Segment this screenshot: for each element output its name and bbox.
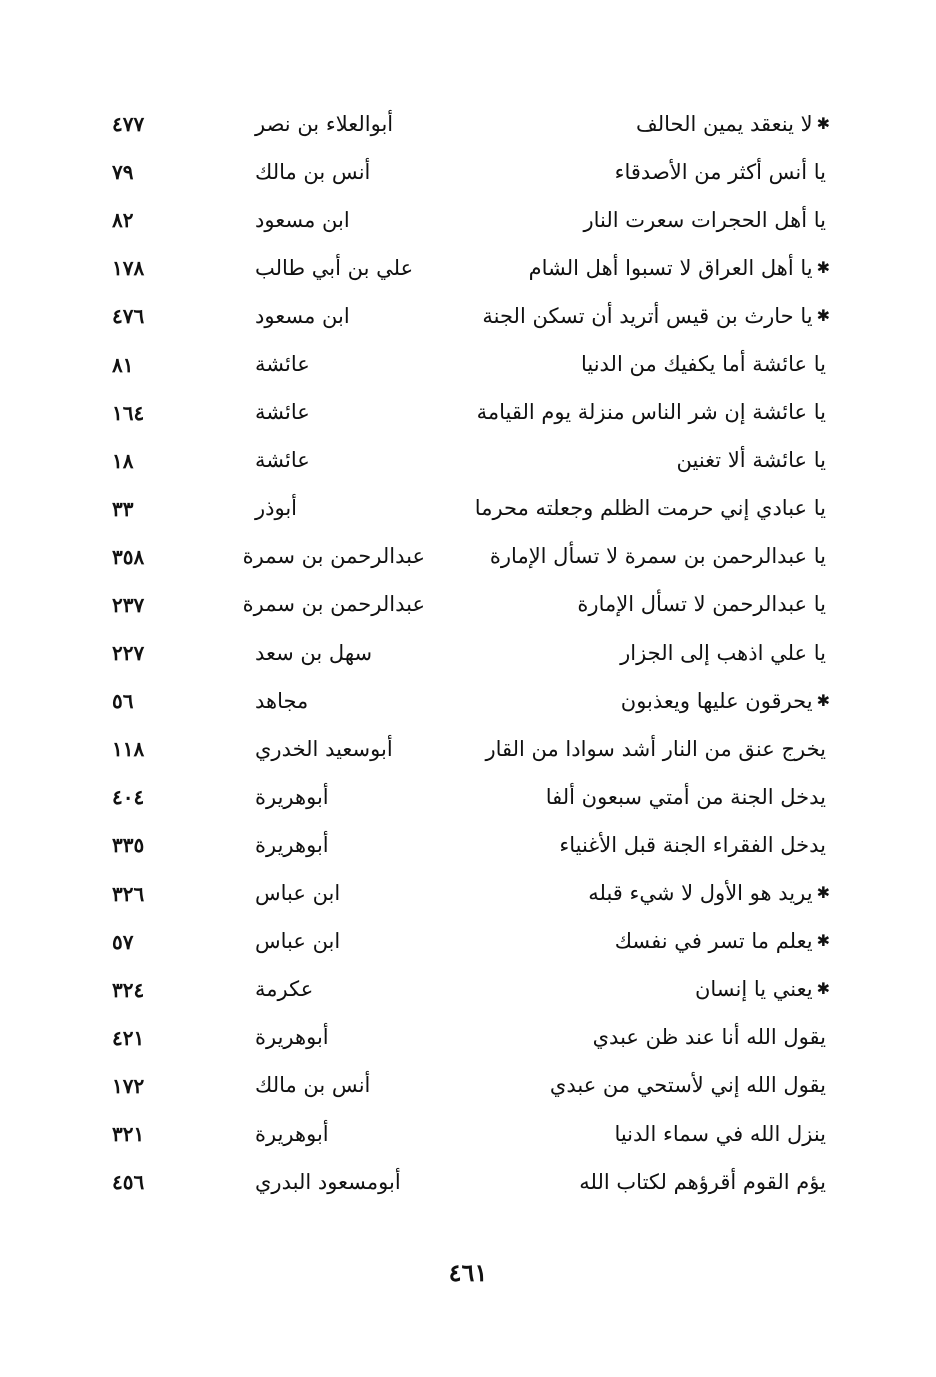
star-marker: ✱ — [816, 257, 830, 277]
narrator-name: عائشة — [255, 400, 310, 425]
narrator-cell — [255, 111, 510, 136]
index-row — [90, 1110, 830, 1158]
hadith-text — [510, 354, 830, 375]
hadith-text — [510, 784, 830, 809]
index-row — [90, 533, 830, 581]
index-row — [90, 773, 830, 821]
hadith-text — [510, 159, 830, 184]
page-ref: ٨١ — [112, 352, 134, 377]
page-number: ٤٦١ — [448, 1258, 488, 1287]
narrator-name: أبوهريرة — [255, 1121, 329, 1146]
narrator-name: ابن عباس — [255, 881, 341, 906]
page-ref: ١٦٤ — [112, 400, 145, 425]
hadith-phrase: يا أهل العراق لا تسبوا أهل الشام — [528, 255, 813, 280]
index-row — [90, 629, 830, 677]
page-ref: ٤٥٦ — [112, 1170, 145, 1195]
page-ref: ٣٢١ — [112, 1122, 145, 1147]
index-row — [90, 966, 830, 1014]
hadith-text — [482, 303, 830, 328]
hadith-text — [485, 736, 830, 761]
hadith-text — [510, 207, 830, 232]
page-ref: ١١٨ — [112, 737, 145, 762]
index-row — [90, 1158, 830, 1206]
index-row — [90, 581, 830, 629]
hadith-phrase: يعني يا إنسان — [694, 977, 813, 1002]
star-marker: ✱ — [816, 979, 830, 999]
star-marker: ✱ — [816, 690, 830, 710]
narrator-cell — [242, 544, 510, 569]
hadith-phrase: يريد هو الأول لا شيء قبله — [588, 881, 813, 906]
page-ref: ٥٦ — [112, 689, 134, 714]
narrator-cell — [255, 1169, 510, 1194]
narrator-cell — [255, 159, 510, 184]
index-row — [90, 725, 830, 773]
index-row — [90, 292, 830, 340]
narrator-cell — [255, 832, 510, 857]
narrator-cell — [255, 979, 510, 1000]
narrator-cell — [255, 207, 510, 232]
hadith-text — [510, 640, 830, 665]
page-ref: ٤٠٤ — [112, 785, 145, 810]
index-row — [90, 148, 830, 196]
hadith-text — [510, 832, 830, 857]
narrator-name: ابن عباس — [255, 929, 341, 954]
narrator-name: عبدالرحمن بن سمرة — [242, 544, 425, 569]
narrator-cell — [255, 354, 510, 375]
page-ref: ٧٩ — [112, 160, 134, 185]
hadith-phrase: يقول الله إني لأستحي من عبدي — [549, 1073, 826, 1098]
hadith-text — [510, 255, 830, 280]
hadith-text — [510, 1075, 830, 1096]
narrator-cell — [255, 1075, 510, 1096]
hadith-phrase: يحرقون عليها ويعذبون — [620, 688, 813, 713]
hadith-phrase: يا عائشة إن شر الناس منزلة يوم القيامة — [476, 400, 826, 425]
hadith-phrase: يا عائشة ألا تغنين — [676, 448, 826, 473]
narrator-name: علي بن أبي طالب — [255, 255, 414, 280]
index-row — [90, 1062, 830, 1110]
narrator-cell — [255, 1027, 510, 1048]
hadith-phrase: يا أنس أكثر من الأصدقاء — [614, 159, 826, 184]
hadith-phrase: يؤم القوم أقرؤهم لكتاب الله — [579, 1169, 826, 1194]
narrator-name: أبوسعيد الخدري — [255, 736, 393, 761]
index-row — [90, 100, 830, 148]
narrator-cell — [255, 640, 510, 665]
index-row — [90, 918, 830, 966]
narrator-name: سهل بن سعد — [255, 640, 373, 665]
index-row — [90, 196, 830, 244]
hadith-text — [510, 450, 830, 471]
page-ref: ٤٧٦ — [112, 304, 145, 329]
narrator-name: أنس بن مالك — [255, 159, 371, 184]
index-row — [90, 437, 830, 485]
narrator-name: ابن مسعود — [255, 303, 350, 328]
index-row — [90, 244, 830, 292]
hadith-text — [510, 1121, 830, 1146]
hadith-phrase: لا ينعقد يمين الحالف — [636, 111, 813, 136]
page-ref: ٣٥٨ — [112, 544, 145, 569]
narrator-cell — [242, 592, 510, 617]
hadith-phrase: يدخل الفقراء الجنة قبل الأغنياء — [559, 832, 826, 857]
index-row — [90, 870, 830, 918]
hadith-text — [510, 883, 830, 904]
narrator-cell — [255, 784, 510, 809]
narrator-cell — [255, 736, 510, 761]
narrator-cell — [255, 255, 510, 280]
index-row — [90, 821, 830, 869]
page-ref: ١٧٢ — [112, 1073, 145, 1098]
hadith-index-table — [90, 100, 830, 1206]
index-row — [90, 1014, 830, 1062]
hadith-text — [510, 111, 830, 136]
star-marker: ✱ — [816, 305, 830, 325]
narrator-name: عبدالرحمن بن سمرة — [242, 592, 425, 617]
hadith-text — [489, 544, 830, 569]
hadith-phrase: يا عبادي إني حرمت الظلم وجعلته محرما — [474, 496, 826, 521]
narrator-name: عكرمة — [255, 977, 314, 1002]
narrator-name: مجاهد — [255, 688, 309, 713]
hadith-phrase: يا حارث بن قيس أتريد أن تسكن الجنة — [482, 303, 813, 328]
page-ref: ١٨ — [112, 448, 134, 473]
narrator-name: أبوذر — [255, 496, 298, 521]
narrator-cell — [255, 498, 510, 519]
hadith-phrase: يخرج عنق من النار أشد سوادا من القار — [485, 736, 826, 761]
narrator-cell — [255, 883, 510, 904]
hadith-text — [510, 1169, 830, 1194]
hadith-phrase: يعلم ما تسر في نفسك — [614, 929, 813, 954]
hadith-phrase: يا أهل الحجرات سعرت النار — [583, 207, 826, 232]
index-row — [90, 485, 830, 533]
narrator-name: أبوهريرة — [255, 784, 329, 809]
hadith-text — [474, 496, 830, 521]
page-ref: ٣٢٤ — [112, 977, 145, 1002]
page-ref: ٤٢١ — [112, 1025, 145, 1050]
hadith-phrase: يدخل الجنة من أمتي سبعون ألفا — [545, 784, 826, 809]
hadith-phrase: يا علي اذهب إلى الجزار — [620, 640, 826, 665]
index-row — [90, 677, 830, 725]
hadith-phrase: يا عبدالرحمن لا تسأل الإمارة — [577, 592, 826, 617]
narrator-name: عائشة — [255, 352, 310, 377]
hadith-text — [510, 1027, 830, 1048]
narrator-cell — [255, 303, 510, 328]
hadith-phrase: يقول الله أنا عند ظن عبدي — [592, 1025, 826, 1050]
narrator-name: أبوهريرة — [255, 832, 329, 857]
hadith-text — [510, 979, 830, 1000]
narrator-name: أبوهريرة — [255, 1025, 329, 1050]
page-ref: ١٧٨ — [112, 256, 145, 281]
hadith-text — [510, 594, 830, 615]
narrator-cell — [255, 450, 510, 471]
narrator-name: أبوالعلاء بن نصر — [255, 111, 394, 136]
narrator-cell — [255, 688, 510, 713]
narrator-name: أبومسعود البدري — [255, 1169, 401, 1194]
page-ref: ٣٢٦ — [112, 881, 145, 906]
star-marker: ✱ — [816, 113, 830, 133]
hadith-phrase: يا عائشة أما يكفيك من الدنيا — [580, 352, 826, 377]
narrator-cell — [255, 931, 510, 952]
hadith-text — [510, 931, 830, 952]
hadith-phrase: يا عبدالرحمن بن سمرة لا تسأل الإمارة — [489, 544, 826, 569]
page-ref: ٢٣٧ — [112, 592, 145, 617]
page-ref: ٣٣ — [112, 496, 134, 521]
narrator-name: أنس بن مالك — [255, 1073, 371, 1098]
index-row — [90, 389, 830, 437]
star-marker: ✱ — [816, 883, 830, 903]
narrator-name: عائشة — [255, 448, 310, 473]
page-ref: ٣٣٥ — [112, 833, 145, 858]
hadith-phrase: ينزل الله في سماء الدنيا — [614, 1121, 826, 1146]
page-ref: ٥٧ — [112, 929, 134, 954]
narrator-name: ابن مسعود — [255, 207, 350, 232]
narrator-cell — [255, 402, 510, 423]
index-row — [90, 340, 830, 388]
hadith-text — [510, 688, 830, 713]
page-ref: ٤٧٧ — [112, 112, 145, 137]
page-ref: ٢٢٧ — [112, 641, 145, 666]
hadith-text — [476, 400, 830, 425]
star-marker: ✱ — [816, 931, 830, 951]
narrator-cell — [255, 1121, 510, 1146]
page-ref: ٨٢ — [112, 208, 134, 233]
